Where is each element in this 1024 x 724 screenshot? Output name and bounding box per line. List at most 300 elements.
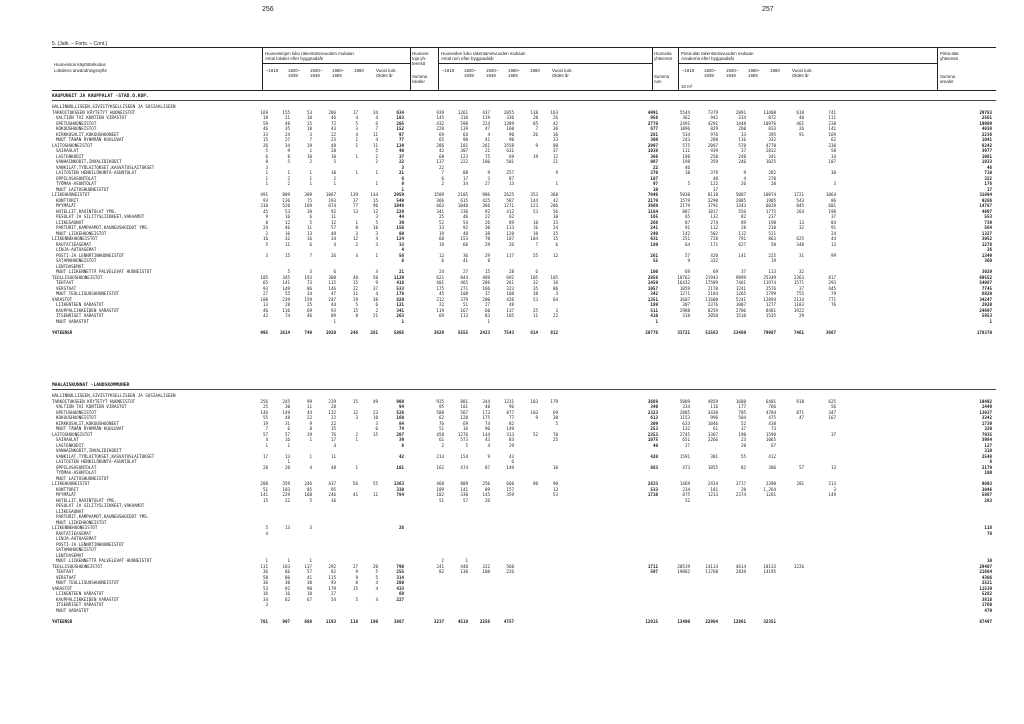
cell-value: 1193	[325, 618, 336, 624]
cell-value: 58	[770, 241, 776, 247]
cell-value: 370	[650, 170, 658, 175]
cell-value: 41	[484, 137, 490, 142]
row-label: TEHTAAT	[56, 569, 74, 574]
cell-value: 77	[398, 137, 404, 142]
row-label: LAITOSTEN HENKILÖKUNTA-ASUNTOLAT	[56, 170, 137, 175]
cell-value: 2706	[735, 307, 746, 313]
cell-value: 268	[650, 219, 658, 225]
cell-value: 69	[462, 420, 468, 426]
cell-value: 10976	[763, 120, 776, 126]
cell-value: 190	[370, 618, 378, 624]
cell-value: 82	[740, 464, 746, 470]
cell-value: 1017	[707, 208, 718, 214]
cell-value: 86	[284, 574, 290, 580]
cell-value: 1241	[735, 285, 746, 291]
cell-value: 613	[650, 415, 658, 420]
cell-value: 20776	[645, 329, 658, 335]
cell-value: 448	[460, 563, 468, 569]
row-label: KIRKKOSALIT,KUKOUSHUONEET	[56, 131, 120, 137]
row-label: HOTELLIT,RAVINTOLAT YMS.	[56, 497, 117, 503]
cell-value: 13037	[979, 409, 992, 415]
cell-value: 420	[650, 453, 658, 459]
cell-value: 309	[304, 192, 312, 197]
cell-value: 198	[768, 219, 776, 225]
cell-value: 29	[508, 442, 514, 448]
cell-value: 1	[375, 170, 378, 175]
cell-value: 22	[398, 159, 404, 164]
cell-value: 137	[304, 563, 312, 569]
cell-value: 142	[682, 230, 690, 236]
cell-value: 4	[375, 269, 378, 274]
cell-value: 3	[309, 269, 312, 274]
header-unit: 10 m²	[681, 84, 693, 89]
row-label: KAUPPALIIKKEIDEN VARASTOT	[56, 596, 120, 602]
cell-value: 261	[650, 252, 658, 258]
cell-value: 871	[796, 409, 804, 415]
cell-value: 674	[328, 203, 336, 208]
cell-value: 310	[460, 115, 468, 120]
cell-value: 26	[262, 142, 268, 148]
cell-value: 18133	[763, 563, 776, 569]
cell-value: 157	[506, 486, 514, 492]
cell-value: 5282	[981, 591, 992, 596]
row-label: ITSENÄISET VARASTOT	[56, 602, 104, 607]
cell-value: 21	[284, 115, 290, 120]
cell-value: 3237	[433, 618, 444, 624]
cell-value: 119	[482, 115, 490, 120]
cell-value: 56	[352, 481, 358, 486]
cell-value: 48	[508, 302, 514, 307]
cell-value: 19492	[979, 398, 992, 404]
cell-value: 3	[265, 602, 268, 607]
cell-value: 9	[287, 148, 290, 153]
cell-value: 35	[284, 126, 290, 131]
cell-value: 6	[441, 258, 444, 263]
row-label: MYYMÄLÄT	[56, 492, 77, 497]
cell-value: 243	[682, 137, 690, 142]
cell-value: 8	[265, 219, 268, 225]
cell-value: 812	[550, 329, 558, 335]
cell-value: 986	[482, 192, 490, 197]
cell-value: 473	[682, 464, 690, 470]
cell-value: 149	[282, 285, 290, 291]
table-row	[52, 619, 996, 625]
cell-value: 35	[532, 285, 538, 291]
cell-value: 41	[306, 574, 312, 580]
cell-value: 281	[650, 131, 658, 137]
cell-value: 185	[506, 313, 514, 318]
cell-value: 2799	[765, 291, 776, 296]
cell-value: 162	[436, 464, 444, 470]
header-year-label: Vuosi tunt. Okänt år	[552, 68, 573, 78]
cell-value: 12	[284, 219, 290, 225]
cell-value: 137	[436, 159, 444, 164]
cell-value: 1905	[765, 197, 776, 203]
cell-value: 1933	[981, 159, 992, 164]
row-label: MUUT LIIKEHUONEISTOT	[56, 519, 107, 525]
cell-value: 234	[682, 486, 690, 492]
cell-value: 50	[372, 274, 378, 280]
cell-value: 332	[710, 258, 718, 263]
cell-value: 108	[506, 291, 514, 296]
cell-value: 160	[506, 126, 514, 131]
cell-value: 79987	[763, 329, 776, 335]
cell-value: 226	[506, 569, 514, 574]
cell-value: 418	[396, 280, 404, 285]
cell-value: 24	[830, 230, 836, 236]
cell-value: 28	[740, 442, 746, 448]
cell-value: 2097	[707, 142, 718, 148]
cell-value: 86	[830, 197, 836, 203]
cell-value: 286	[482, 280, 490, 285]
cell-value: 29783	[979, 109, 992, 115]
cell-value: 15	[306, 120, 312, 126]
cell-value: 24	[262, 225, 268, 230]
row-label: MUUT VARASTOT	[56, 607, 89, 613]
row-label: YHTEENSÄ	[52, 329, 73, 335]
cell-value: 939	[436, 109, 444, 115]
cell-value: 115	[328, 574, 336, 580]
cell-value: 5	[555, 420, 558, 426]
cell-value: 69	[508, 153, 514, 159]
cell-value: 2832	[765, 148, 776, 153]
cell-value: 2	[375, 159, 378, 164]
cell-value: 113	[768, 269, 776, 274]
cell-value: 21	[484, 148, 490, 153]
cell-value: 149	[506, 426, 514, 431]
cell-value: 48	[484, 404, 490, 409]
cell-value: 31	[284, 420, 290, 426]
cell-value: 175	[482, 415, 490, 420]
cell-value: 1	[555, 181, 558, 186]
cell-value: 1	[309, 175, 312, 181]
cell-value: 228	[436, 126, 444, 131]
cell-value: 2	[287, 175, 290, 181]
cell-value: 359	[506, 492, 514, 497]
cell-value: 621	[436, 274, 444, 280]
cell-value: 42	[262, 313, 268, 318]
cell-value: 40	[652, 442, 658, 448]
cell-value: 163	[550, 109, 558, 115]
cell-value: 116	[738, 137, 746, 142]
cell-value: 9	[309, 420, 312, 426]
cell-value: 4991	[647, 109, 658, 115]
cell-value: 46	[306, 313, 312, 318]
cell-value: 51	[438, 497, 444, 503]
row-label: TARKOITUKSEEN KÄYTETYT HUONEISTOT	[52, 109, 136, 115]
cell-value: 103	[396, 115, 404, 120]
cell-value: 167	[828, 415, 836, 420]
cell-value: 22	[330, 131, 336, 137]
cell-value: 28	[740, 225, 746, 230]
cell-value: 11	[532, 313, 538, 318]
cell-value: 5	[333, 159, 336, 164]
cell-value: 567	[460, 409, 468, 415]
cell-value: 19	[306, 431, 312, 437]
cell-value: 3	[555, 291, 558, 296]
cell-value: 2548	[981, 453, 992, 459]
cell-value: 386	[768, 464, 776, 470]
cell-value: 9	[535, 142, 538, 148]
cell-value: 13	[552, 486, 558, 492]
cell-value: 1265	[735, 291, 746, 296]
header-rowlabel-fi: Huoneiston käyttötarkoitus	[54, 62, 106, 67]
row-label: MUUT TEOLLISUUSHUONEISTOT	[56, 291, 120, 296]
cell-value: 1711	[647, 563, 658, 569]
cell-value: 105	[530, 274, 538, 280]
cell-value: 7	[309, 252, 312, 258]
cell-value: 1846	[393, 203, 404, 208]
cell-value: 77	[508, 415, 514, 420]
cell-value: 141	[738, 252, 746, 258]
cell-value: 5	[355, 120, 358, 126]
cell-value: 872	[768, 115, 776, 120]
cell-value: 7	[535, 241, 538, 247]
cell-value: 17	[262, 453, 268, 459]
cell-value: 213	[828, 481, 836, 486]
cell-value: 366	[650, 153, 658, 159]
cell-value: 261	[482, 142, 490, 148]
cell-value: 18	[262, 115, 268, 120]
cell-value: 7461	[735, 280, 746, 285]
cell-value: 44	[330, 302, 336, 307]
row-label: LIIKENTEEN VARASTOT	[56, 591, 104, 596]
cell-value: 100	[984, 470, 992, 475]
cell-value: 97	[398, 131, 404, 137]
cell-value: 246	[738, 159, 746, 164]
cell-value: 60	[462, 241, 468, 247]
cell-value: 342	[650, 291, 658, 296]
cell-value: 1558	[503, 142, 514, 148]
cell-value: 69	[306, 307, 312, 313]
cell-value: 3	[375, 420, 378, 426]
row-label: KONTTORIT	[56, 486, 79, 492]
cell-value: 48	[462, 230, 468, 236]
cell-value: 20	[770, 181, 776, 186]
cell-value: 5087	[735, 192, 746, 197]
cell-value: 122	[710, 181, 718, 186]
header-group4-l2: yhteensä	[654, 56, 672, 61]
cell-value: 212	[436, 296, 444, 302]
cell-value: 3	[833, 181, 836, 186]
cell-value: 132	[710, 214, 718, 219]
cell-value: 631	[650, 236, 658, 241]
cell-value: 1057	[647, 285, 658, 291]
cell-value: 15	[552, 230, 558, 236]
row-label: VANHAINKODIT,INVALIDIKODIT	[56, 448, 122, 453]
cell-value: 1	[355, 142, 358, 148]
row-label: HOTELLIT,RAVINTOLAT YMS.	[56, 208, 117, 214]
cell-value: 76	[830, 302, 836, 307]
cell-value: 100	[650, 269, 658, 274]
cell-value: 93	[262, 197, 268, 203]
cell-value: 3367	[707, 431, 718, 437]
cell-value: 29	[798, 313, 804, 318]
cell-value: 27	[352, 563, 358, 569]
cell-value: 13408	[763, 109, 776, 115]
cell-value: 9286	[981, 197, 992, 203]
cell-value: 379	[710, 170, 718, 175]
cell-value: 3	[555, 307, 558, 313]
cell-value: 65	[262, 280, 268, 285]
cell-value: 12	[352, 236, 358, 241]
row-label: MUUT LAITOSHUONEISTOT	[56, 186, 109, 192]
cell-value: 2	[355, 241, 358, 247]
cell-value: 36	[262, 580, 268, 585]
cell-value: 520	[282, 203, 290, 208]
cell-value: 395	[768, 131, 776, 137]
row-label: OPPILASASUNTOLAT	[56, 464, 97, 470]
cell-value: 118	[350, 618, 358, 624]
cell-value: 5	[355, 596, 358, 602]
cell-value: 8	[355, 225, 358, 230]
cell-value: 2184	[707, 291, 718, 296]
header-group5-sv: Arealerna efter byggnadsår	[681, 56, 735, 61]
cell-value: 293	[828, 280, 836, 285]
cell-value: 42	[398, 453, 404, 459]
cell-value: 20	[532, 115, 538, 120]
cell-value: 344	[482, 398, 490, 404]
cell-value: 169	[260, 109, 268, 115]
cell-value: 61	[438, 437, 444, 442]
cell-value: 48	[330, 230, 336, 236]
cell-value: 2	[265, 230, 268, 236]
cell-value: 46	[262, 126, 268, 131]
cell-value: 3342	[981, 415, 992, 420]
cell-value: 14195	[763, 569, 776, 574]
cell-value: 1025	[765, 159, 776, 164]
cell-value: 112	[710, 225, 718, 230]
cell-value: 44	[306, 409, 312, 415]
cell-value: 181	[710, 486, 718, 492]
cell-value: 13	[352, 208, 358, 214]
cell-value: 7461	[793, 329, 804, 335]
row-label: YHTEENSÄ	[52, 618, 73, 624]
cell-value: 13	[830, 241, 836, 247]
cell-value: 5	[265, 241, 268, 247]
cell-value: 16	[532, 225, 538, 230]
cell-value: 521	[768, 230, 776, 236]
row-label: TEHTAAT	[56, 280, 74, 285]
cell-value: 437	[328, 481, 336, 486]
cell-value: 57	[284, 431, 290, 437]
cell-value: 90	[508, 131, 514, 137]
cell-value: 26	[532, 131, 538, 137]
cell-value: 1	[287, 170, 290, 175]
cell-value: 322	[984, 175, 992, 181]
cell-value: 38	[372, 296, 378, 302]
cell-value: 881	[460, 398, 468, 404]
cell-value: 15	[284, 252, 290, 258]
cell-value: 72	[330, 120, 336, 126]
header-year-label: 1960	[770, 68, 780, 73]
cell-value: 7	[375, 126, 378, 131]
cell-value: 79	[830, 291, 836, 296]
section-title-cities: KAUPUNGIT JA KAUPPALAT -STAD.O.KOP.	[52, 94, 149, 99]
cell-value: 234	[738, 115, 746, 120]
cell-value: 597	[650, 569, 658, 574]
cell-value: 5009	[679, 398, 690, 404]
cell-value: 16432	[677, 280, 690, 285]
cell-value: 36	[552, 126, 558, 131]
cell-value: 410	[650, 313, 658, 318]
cell-value: 263	[396, 313, 404, 318]
cell-value: 13	[508, 181, 514, 186]
cell-value: 210	[768, 225, 776, 230]
cell-value: 230	[460, 208, 468, 214]
cell-value: 155	[282, 109, 290, 115]
cell-value: 814	[530, 329, 538, 335]
cell-value: 14114	[705, 563, 718, 569]
cell-value: 37	[830, 431, 836, 437]
row-label: LINJA-AUTOASEMAT	[56, 247, 97, 252]
cell-value: 533	[396, 285, 404, 291]
cell-value: 178370	[976, 329, 992, 335]
cell-value: 33721	[677, 329, 690, 335]
cell-value: 200	[396, 580, 404, 585]
cell-value: 64	[684, 241, 690, 247]
cell-value: 3	[375, 214, 378, 219]
cell-value: 9	[265, 214, 268, 219]
cell-value: 101	[396, 464, 404, 470]
cell-value: 1449	[981, 404, 992, 409]
cell-value: 31	[798, 252, 804, 258]
cell-value: 21684	[979, 569, 992, 574]
cell-value: 2833	[647, 481, 658, 486]
row-label: MUUT LIIKEHUONEISTOT	[56, 230, 107, 236]
row-label: MUUT VARASTOT	[56, 318, 89, 324]
cell-value: 359	[282, 481, 290, 486]
cell-value: 20	[372, 563, 378, 569]
cell-value: 208	[260, 481, 268, 486]
header-year-label: 1940– 1949	[486, 68, 499, 78]
cell-value: 80	[552, 142, 558, 148]
cell-value: 62	[284, 596, 290, 602]
cell-value: 37	[798, 285, 804, 291]
cell-value: 8	[487, 258, 490, 263]
cell-value: 368	[550, 192, 558, 197]
cell-value: 20	[740, 486, 746, 492]
cell-value: 1920	[325, 329, 336, 335]
cell-value: 51	[462, 302, 468, 307]
cell-value: 39	[398, 437, 404, 442]
cell-value: 461	[796, 120, 804, 126]
row-label: LAITOSHUONEISTOT	[52, 431, 93, 437]
cell-value: 9	[687, 258, 690, 263]
cell-value: 198	[682, 159, 690, 164]
cell-value: 3	[265, 164, 268, 170]
cell-value: 30	[284, 404, 290, 409]
cell-value: 156	[396, 225, 404, 230]
cell-value: 2179	[647, 197, 658, 203]
row-label: RAUTATIEASEMAT	[56, 241, 92, 247]
cell-value: 58	[262, 574, 268, 580]
cell-value: 80	[398, 230, 404, 236]
cell-value: 91	[684, 225, 690, 230]
cell-value: 179	[550, 398, 558, 404]
cell-value: 34	[284, 142, 290, 148]
cell-value: 115	[328, 280, 336, 285]
cell-value: 224	[482, 120, 490, 126]
row-label: LENTOASEMAT	[56, 263, 84, 269]
cell-value: 301	[710, 453, 718, 459]
cell-value: 149	[828, 492, 836, 497]
cell-value: 631	[506, 148, 514, 153]
cell-value: 87497	[979, 618, 992, 624]
cell-value: 2055	[503, 109, 514, 115]
cell-value: 318	[682, 313, 690, 318]
cell-value: 1	[375, 181, 378, 186]
